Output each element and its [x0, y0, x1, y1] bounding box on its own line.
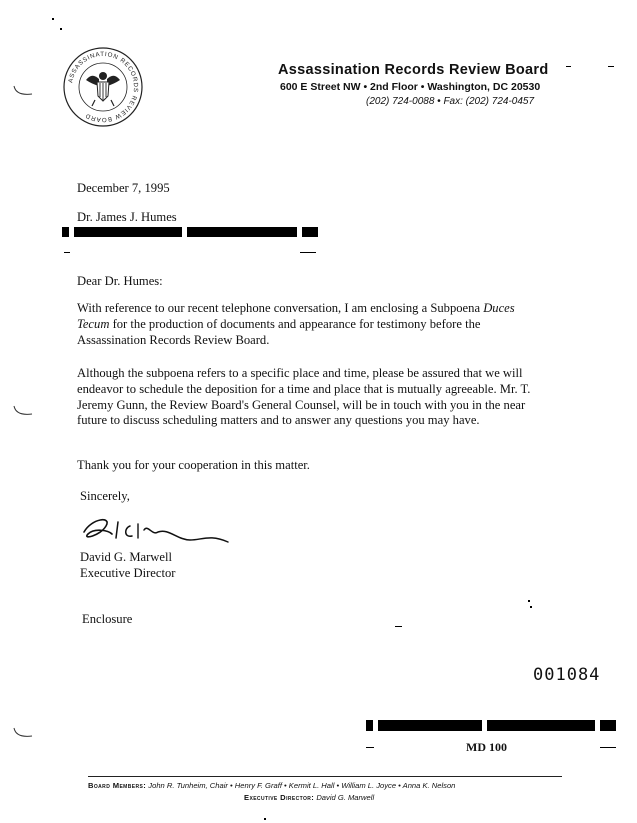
- board-members-list: John R. Tunheim, Chair • Henry F. Graff • Kermit L. Hall • William L. Joyce • Anna K. Nelson: [148, 781, 456, 790]
- redaction-dash: [366, 747, 374, 748]
- organization-phone-fax: (202) 724-0088 • Fax: (202) 724-0457: [366, 96, 535, 107]
- redaction-dash: [300, 252, 316, 253]
- paragraph-1-latin-term: Duces Tecum: [77, 301, 515, 331]
- redaction-bar: [74, 227, 182, 237]
- document-number-stamp: 001084: [533, 665, 601, 685]
- letter-date: December 7, 1995: [77, 181, 170, 195]
- handwritten-signature: [78, 510, 238, 552]
- scan-dot: [530, 606, 532, 608]
- redaction-bar: [378, 720, 482, 731]
- enclosure-note: Enclosure: [82, 612, 133, 626]
- recipient-name: Dr. James J. Humes: [77, 210, 177, 224]
- scan-dot: [52, 18, 54, 20]
- paragraph-1-text-end: for the production of documents and appearance for testimony before the Assassination Records Review Board.: [77, 316, 481, 347]
- paragraph-2: Although the subpoena refers to a specific place and time, please be assured that we will endeavor to schedule the deposition for a time and place that is mutually agreeable. Mr. T. Jeremy Gunn, the Review Board's General Counsel, will be in touch with you in the near future to discuss scheduling matters and to answer any questions you may have.: [77, 366, 531, 428]
- eagle-seal-icon: [62, 46, 144, 128]
- redaction-bar: [62, 227, 69, 237]
- scan-dash: [566, 66, 571, 67]
- closing: Sincerely,: [80, 489, 130, 503]
- scan-dot: [264, 818, 266, 820]
- paragraph-1-text: With reference to our recent telephone conversation, I am enclosing a Subpoena: [77, 301, 484, 315]
- md-number-stamp: MD 100: [466, 740, 507, 754]
- redaction-bar: [366, 720, 373, 731]
- board-members-label: Board Members:: [88, 781, 147, 790]
- redaction-bar: [302, 227, 318, 237]
- paragraph-3: Thank you for your cooperation in this matter.: [77, 458, 310, 472]
- executive-director-label: Executive Director:: [244, 793, 315, 802]
- redaction-bar: [487, 720, 595, 731]
- agency-seal: [62, 46, 144, 128]
- redaction-bar: [187, 227, 297, 237]
- board-members-line: [88, 781, 455, 790]
- scan-dot: [60, 28, 62, 30]
- organization-address: 600 E Street NW • 2nd Floor • Washington, DC 20530: [280, 81, 541, 93]
- footer-rule: [88, 776, 562, 777]
- redaction-dash: [600, 747, 616, 748]
- scan-dot: [528, 600, 530, 602]
- organization-name: Assassination Records Review Board: [278, 62, 549, 78]
- redaction-bar: [600, 720, 616, 731]
- signer-title: Executive Director: [80, 566, 176, 580]
- punch-hole-mark: [12, 726, 34, 740]
- signer-name: David G. Marwell: [80, 550, 172, 564]
- paragraph-1: [77, 301, 537, 348]
- scan-dash: [608, 66, 614, 67]
- executive-director-name: David G. Marwell: [316, 793, 375, 802]
- punch-hole-mark: [12, 84, 34, 98]
- redaction-dash: [64, 252, 70, 253]
- executive-director-line: [244, 793, 374, 802]
- salutation: Dear Dr. Humes:: [77, 274, 163, 288]
- punch-hole-mark: [12, 404, 34, 418]
- seal-text: ASSASSINATION RECORDS REVIEW BOARD: [67, 50, 140, 124]
- scan-dash: [395, 626, 402, 627]
